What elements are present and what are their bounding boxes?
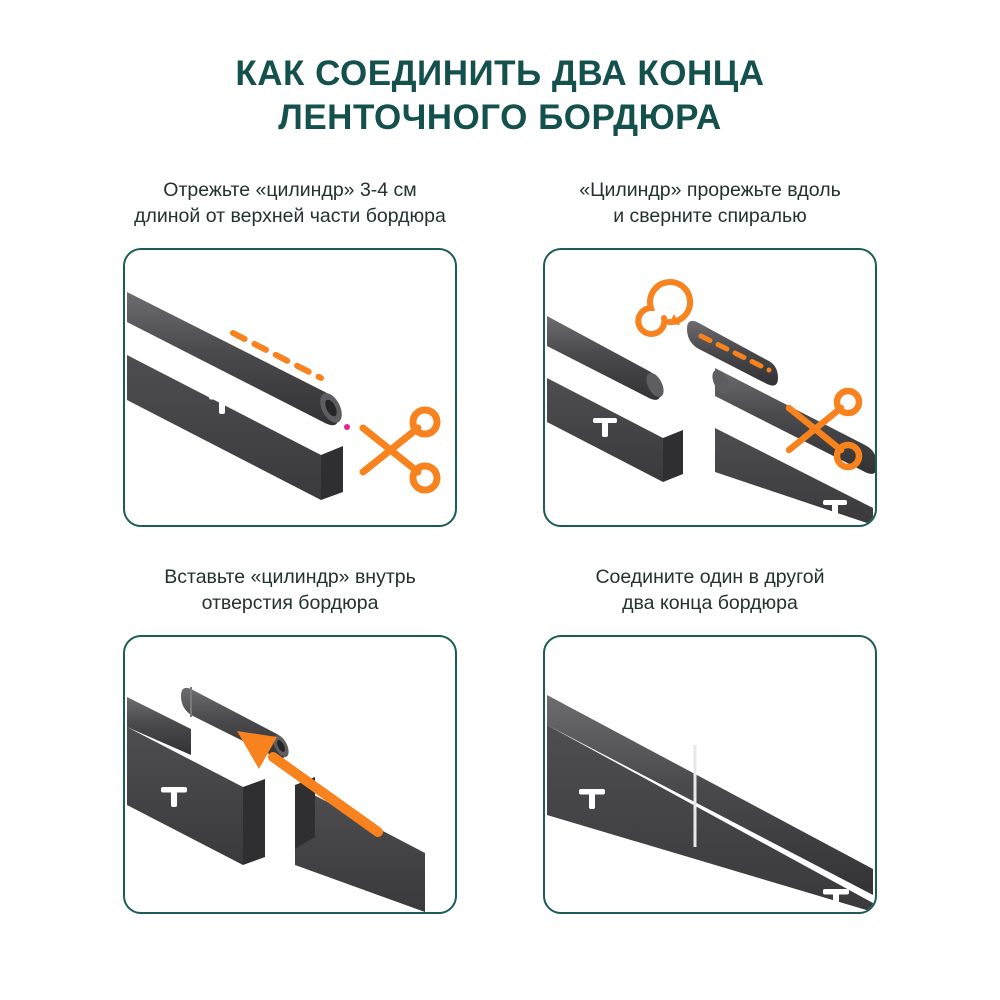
step-1-illustration (123, 248, 457, 527)
step-4-caption-line-2: два конца бордюра (622, 591, 798, 614)
step-1-cell (0, 178, 500, 527)
step-2-illustration (543, 248, 877, 527)
steps-grid (0, 178, 1000, 914)
edging-joined-skirt (547, 725, 873, 912)
page-title-line-2: ЛЕНТОЧНОГО БОРДЮРА (278, 97, 722, 137)
edging-left-skirt-end (243, 779, 265, 865)
page-title (0, 0, 1000, 140)
inserted-cylinder (181, 687, 292, 759)
step-2-caption-line-2: и сверните спиралью (613, 204, 807, 227)
step-3-caption (110, 565, 470, 627)
marker-dot (344, 424, 350, 430)
step-4-caption-line-1: Соедините один в другой (595, 566, 825, 588)
step-3-drawing (125, 637, 455, 912)
spiral-icon (638, 282, 690, 334)
step-2-caption-line-1: «Цилиндр» прорежьте вдоль (579, 179, 841, 201)
step-4-caption (530, 565, 890, 627)
edging-left-skirt-end (663, 430, 683, 482)
step-1-caption (110, 178, 470, 240)
step-4-cell (500, 565, 1000, 914)
cut-cylinder-piece (687, 321, 778, 386)
step-2-cell (500, 178, 1000, 527)
step-1-caption-line-1: Отрежьте «цилиндр» 3-4 см (163, 179, 417, 201)
step-4-drawing (545, 637, 875, 912)
step-3-cell (0, 565, 500, 914)
step-3-illustration (123, 635, 457, 914)
step-3-caption-line-2: отверстия бордюра (201, 591, 379, 614)
step-1-drawing (125, 250, 455, 525)
step-1-caption-line-2: длиной от верхней части бордюра (134, 204, 446, 227)
page-title-line-1: КАК СОЕДИНИТЬ ДВА КОНЦА (235, 54, 765, 93)
scissors-icon (363, 410, 437, 490)
step-3-caption-line-1: Вставьте «цилиндр» внутрь (164, 566, 416, 588)
edging-skirt-end (321, 446, 343, 500)
step-4-illustration (543, 635, 877, 914)
step-2-drawing (545, 250, 875, 525)
step-2-caption (530, 178, 890, 240)
